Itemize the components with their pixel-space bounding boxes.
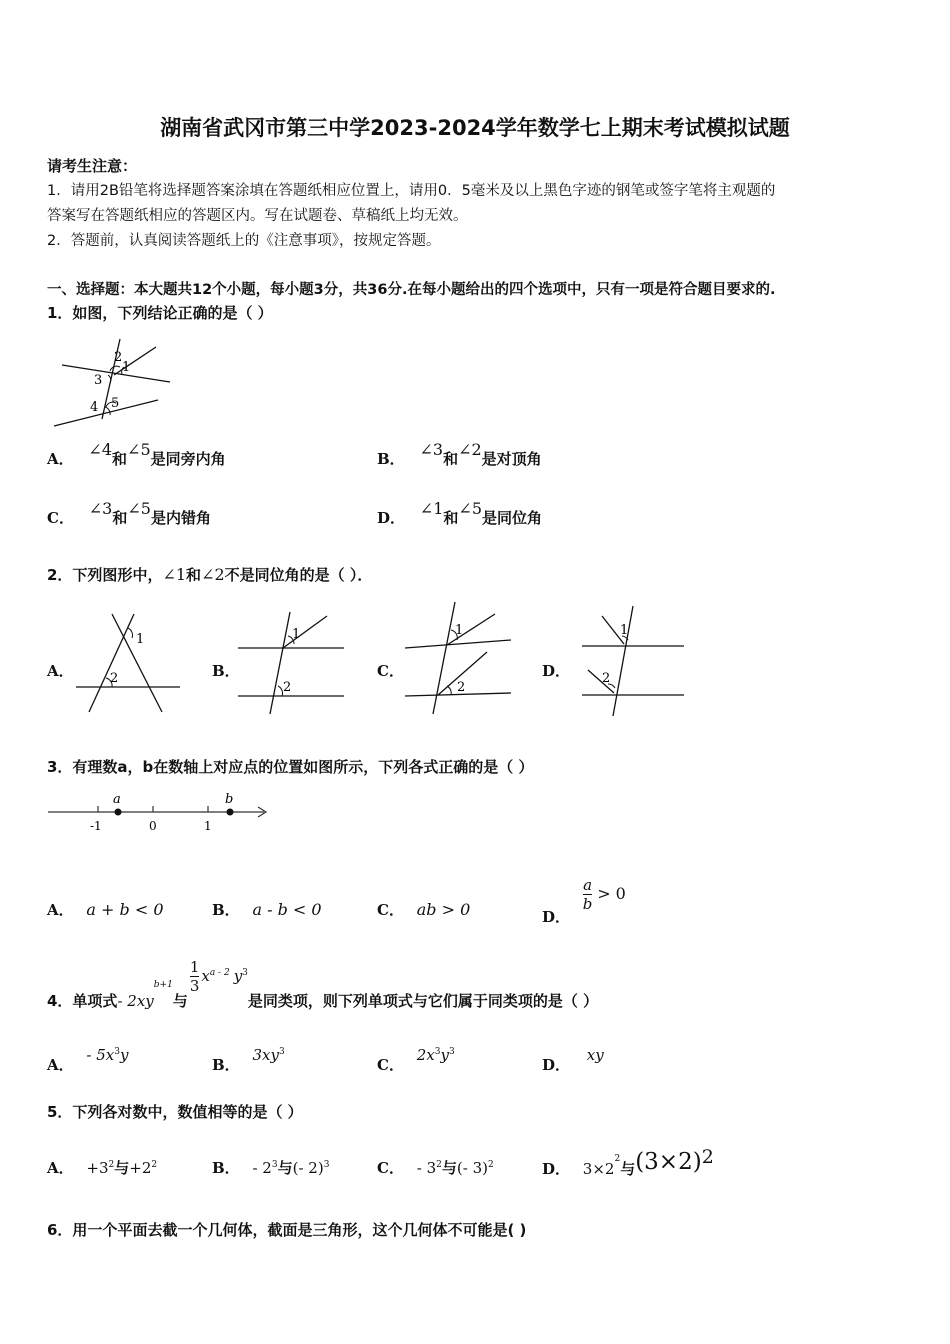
notice-line-1: 1．请用2B铅笔将选择题答案涂填在答题纸相应位置上，请用0．5毫米及以上黑色字迹的钢笔或签字笔将主观题的 — [47, 183, 776, 199]
q3-option-a[interactable]: A． a + b < 0 — [47, 900, 164, 919]
q1-option-c[interactable]: C． ∠3和∠5是内错角 — [47, 499, 211, 527]
q4-option-a[interactable]: A． - $5x^3y$ — [47, 1046, 129, 1074]
q1-fig-label-3: 3 — [94, 373, 103, 388]
q1-option-b[interactable]: B． ∠3和∠2是对顶角 — [377, 440, 542, 468]
q2-option-c[interactable]: C． — [377, 662, 404, 680]
q5-option-a[interactable]: A． $+3^2$与$+2^2$ — [47, 1159, 158, 1177]
notice-heading: 请考生注意： — [47, 157, 138, 175]
q3-number-line — [46, 788, 271, 836]
q3-option-b[interactable]: B． a - b < 0 — [212, 900, 322, 919]
q2-figure-b — [236, 608, 348, 718]
svg-text:1: 1 — [620, 623, 629, 638]
svg-text:1: 1 — [455, 623, 464, 638]
option-label: A． — [47, 450, 74, 468]
q4-option-b[interactable]: B． $3xy^3$ — [212, 1046, 285, 1074]
q6-stem: 6．用一个平面去截一个几何体，截面是三角形，这个几何体不可能是( ) — [47, 1221, 527, 1239]
point-a — [115, 809, 122, 816]
q1-option-d[interactable]: D． ∠1和∠5是同位角 — [377, 499, 543, 527]
q2-figure-d — [578, 604, 690, 718]
q2-option-a[interactable]: A． — [47, 662, 74, 680]
q4-option-c[interactable]: C． $2x^3y^3$ — [377, 1046, 455, 1074]
notice-line-1b: 答案写在答题纸相应的答题区内。写在试题卷、草稿纸上均无效。 — [47, 208, 468, 224]
q1-stem: 1．如图，下列结论正确的是（ ） — [47, 304, 273, 322]
q1-fig-label-4: 4 — [90, 400, 99, 415]
q1-fig-label-1: 1 — [122, 360, 131, 375]
q5-stem: 5．下列各对数中，数值相等的是（ ） — [47, 1103, 303, 1121]
svg-text:1: 1 — [292, 627, 301, 642]
point-b — [227, 809, 234, 816]
notice-line-2: 2．答题前，认真阅读答题纸上的《注意事项》，按规定答题。 — [47, 233, 441, 249]
q3-option-c[interactable]: C． ab > 0 — [377, 900, 471, 919]
svg-text:2: 2 — [110, 671, 119, 686]
svg-text:2: 2 — [283, 680, 292, 695]
q4-option-d[interactable]: D． xy — [542, 1046, 604, 1074]
q2-figure-c — [403, 600, 515, 718]
q3-option-d[interactable]: D． $\frac{a}{b}$ > 0 — [542, 876, 626, 926]
q5-option-c[interactable]: C． - $3^2$与(- 3)$^2$ — [377, 1159, 494, 1177]
svg-text:1: 1 — [136, 632, 145, 647]
q2-option-d[interactable]: D． — [542, 662, 571, 680]
q2-stem: 2．下列图形中，∠1和∠2不是同位角的是（ ）． — [47, 565, 373, 584]
tick-label: -1 — [90, 819, 102, 833]
tick-label: 1 — [204, 819, 212, 833]
point-a-label: a — [113, 792, 121, 807]
q4-stem: 4．单项式- $2xy^{b+1}$与 $\frac{1}{3}$ $x^{a - 2}$ $y^3$是同类项，则下列单项式与它们属于同类项的是（ ） — [47, 958, 599, 1010]
q1-option-a[interactable]: A． ∠4和∠5是同旁内角 — [47, 440, 226, 468]
tick-label: 0 — [149, 819, 157, 833]
page-title: 湖南省武冈市第三中学2023-2024学年数学七上期末考试模拟试题 — [160, 116, 790, 140]
q2-option-b[interactable]: B． — [212, 662, 240, 680]
q1-fig-label-2: 2 — [114, 350, 123, 365]
q2-figure-a — [72, 608, 184, 718]
section-heading: 一、选择题：本大题共12个小题，每小题3分，共36分.在每小题给出的四个选项中，只有一项是符合题目要求的. — [47, 282, 776, 298]
svg-text:2: 2 — [457, 680, 466, 695]
svg-text:2: 2 — [602, 671, 611, 686]
point-b-label: b — [225, 792, 234, 807]
q3-stem: 3．有理数a，b在数轴上对应点的位置如图所示，下列各式正确的是（ ） — [47, 758, 534, 776]
q1-fig-label-5: 5 — [111, 396, 120, 411]
q5-option-b[interactable]: B． - $2^3$与(- 2)$^3$ — [212, 1159, 330, 1177]
q1-figure — [50, 335, 175, 430]
q5-option-d[interactable]: D． $3\times 2^2$与$(3\times 2)^2$ — [542, 1146, 714, 1178]
